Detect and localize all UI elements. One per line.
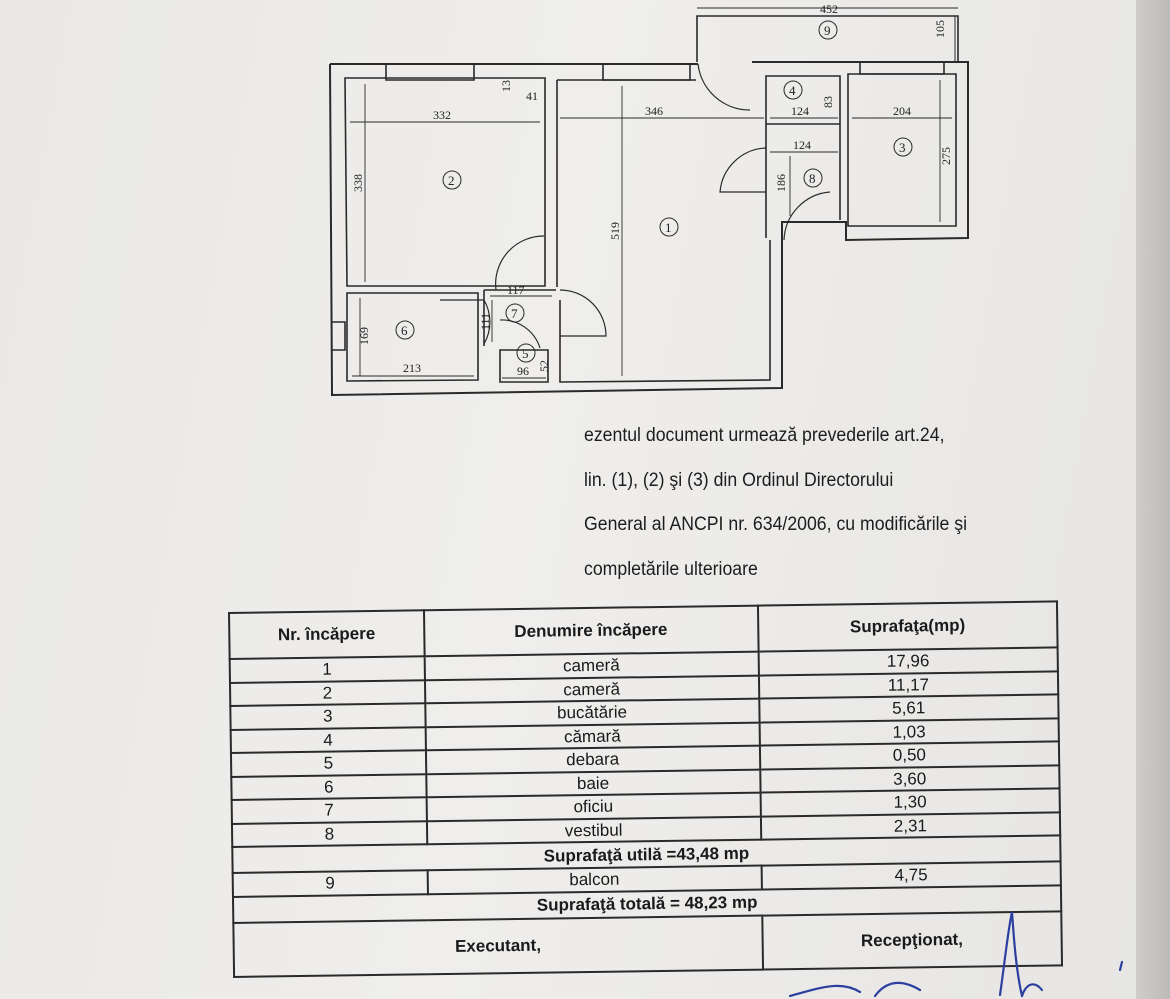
dim-bath-width: 213 [403, 361, 421, 375]
room-number-4: 4 [789, 83, 796, 98]
floor-plan [0, 0, 1170, 420]
room1-wall-left [557, 80, 696, 287]
room-nr: 5 [231, 750, 426, 776]
dim-balcony-depth: 105 [933, 20, 947, 38]
dim-pantry-depth: 83 [821, 96, 835, 108]
room-nr: 7 [232, 797, 427, 823]
dim-small-41: 41 [526, 89, 538, 103]
dim-room1-height: 519 [608, 222, 622, 240]
header-room-name: Denumire încăpere [424, 606, 759, 657]
balcony-area: 4,75 [761, 861, 1061, 889]
room-nr: 3 [230, 703, 425, 729]
room-area: 0,50 [760, 741, 1060, 769]
dim-hall-width: 124 [793, 138, 811, 152]
room-area: 3,60 [760, 765, 1060, 793]
room-name: cameră [424, 652, 758, 680]
room-number-2: 2 [448, 173, 455, 188]
room-nr: 1 [230, 656, 425, 682]
room-name: bucătărie [425, 699, 759, 727]
room-name: baie [426, 769, 760, 797]
room-number-5: 5 [522, 346, 529, 361]
office-walls [484, 290, 556, 346]
legal-line-2: lin. (1), (2) şi (3) din Ordinul Directorului [584, 469, 894, 491]
dim-store-width: 96 [517, 364, 529, 378]
room-nr: 8 [232, 821, 427, 847]
balcony-nr: 9 [233, 870, 428, 896]
dim-pantry-width: 124 [791, 104, 809, 118]
receptionat-label: Recepţionat, [762, 911, 1062, 969]
legal-line-4: completările ulterioare [584, 558, 758, 580]
dim-office-width: 117 [507, 283, 525, 297]
room-name: vestibul [426, 816, 760, 844]
door-room2 [496, 236, 544, 290]
door-kitchen [720, 148, 766, 192]
door-office [500, 320, 540, 348]
room-area: 1,30 [760, 788, 1060, 816]
door-room1 [560, 290, 606, 336]
room-number-3: 3 [899, 140, 906, 155]
handwritten-signature [760, 900, 1160, 999]
room-number-1: 1 [665, 220, 672, 235]
door-balcony [698, 64, 750, 110]
bath-window [331, 322, 345, 350]
room-number-6: 6 [401, 323, 408, 338]
dim-room2-width: 332 [433, 108, 451, 122]
balcony-name: balcon [427, 866, 761, 894]
room-nr: 4 [231, 727, 426, 753]
dim-hall-height: 186 [774, 174, 788, 192]
room-name: oficiu [426, 793, 760, 821]
room-area: 11,17 [759, 671, 1059, 699]
dim-room1-width: 346 [645, 104, 663, 118]
useful-area: Suprafaţă utilă =43,48 mp [232, 835, 1060, 873]
executant-label: Executant, [233, 915, 762, 976]
room-area: 17,96 [758, 647, 1058, 675]
room-nr: 6 [231, 774, 426, 800]
dim-room2-height: 338 [351, 174, 365, 192]
room-area: 2,31 [761, 812, 1061, 840]
room-area: 5,61 [759, 694, 1059, 722]
room-name: debara [425, 746, 759, 774]
dim-balcony-width: 452 [820, 2, 838, 16]
room-nr: 2 [230, 680, 425, 706]
dim-bath-height: 169 [357, 327, 371, 345]
dim-small-13: 13 [499, 80, 513, 92]
header-area: Suprafaţa(mp) [758, 601, 1058, 651]
header-room-number: Nr. încăpere [229, 610, 424, 659]
room-name: cameră [425, 675, 759, 703]
room-area: 1,03 [759, 718, 1059, 746]
dim-kitchen-height: 275 [939, 147, 953, 165]
dim-store-depth: 52 [537, 360, 551, 372]
room-number-7: 7 [511, 306, 518, 321]
door-hall [784, 192, 830, 240]
legal-line-3: General al ANCPI nr. 634/2006, cu modificările şi [584, 514, 968, 535]
dim-kitchen-width: 204 [893, 104, 911, 118]
legal-notice [584, 414, 1068, 592]
room-number-9: 9 [824, 23, 831, 38]
room1-outline [560, 240, 770, 382]
room-name: cămară [425, 722, 759, 750]
total-area: Suprafaţă totală = 48,23 mp [233, 885, 1061, 923]
dim-office-height: 111 [478, 312, 492, 330]
room-number-8: 8 [809, 171, 816, 186]
legal-line-1: ezentul document urmează prevederile art.24, [584, 425, 945, 446]
